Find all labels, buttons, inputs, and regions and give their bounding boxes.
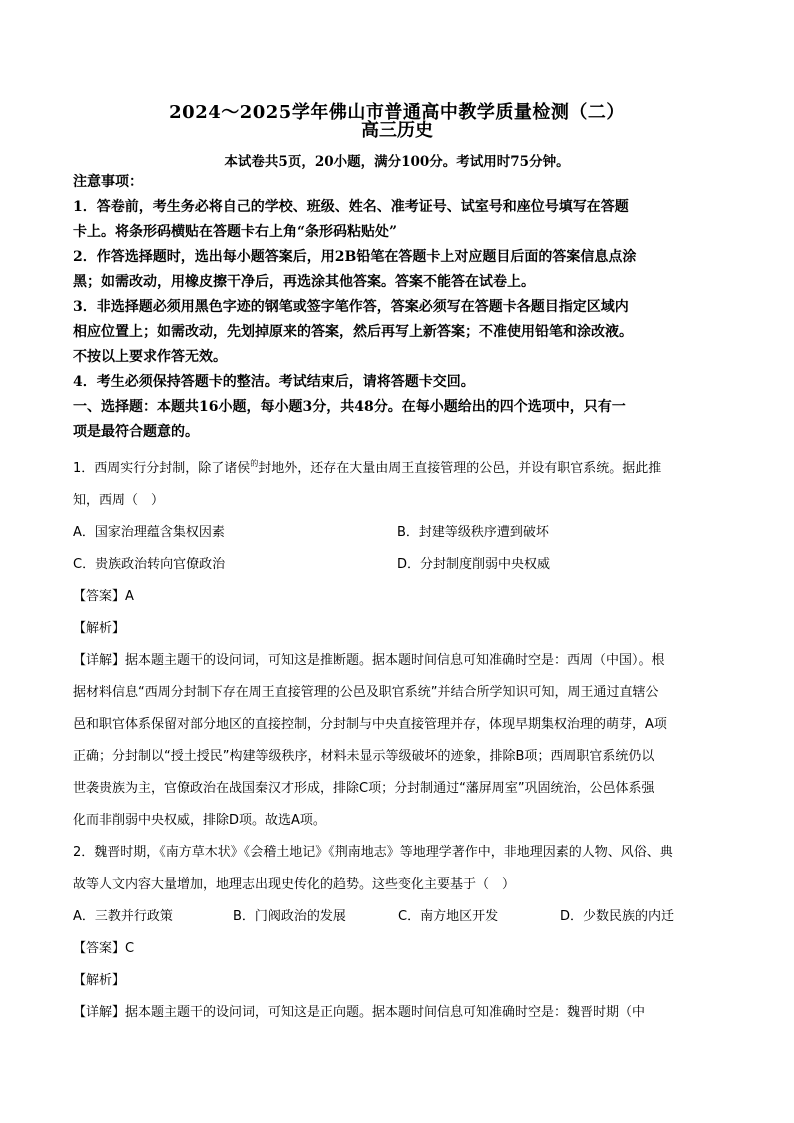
question-1-stem-end: 封地外，还存在大量由周王直接管理的公邑，并设有职官系统。据此推 <box>258 461 662 476</box>
option-a: A．国家治理蕴含集权因素 <box>73 525 225 540</box>
superscript-mark: 的 <box>250 459 259 468</box>
detail-line: 正确；分封制以“授土授民”构建等级秩序，材料未显示等级破坏的迹象，排除B项；西周职官系统仍以 <box>73 749 655 764</box>
exam-info: 本试卷共5页，20小题，满分100分。考试用时75分钟。 <box>224 154 570 170</box>
detail-line: 邑和职官体系保留对部分地区的直接控制，分封制与中央直接管理并存，体现早期集权治理的萌芽，A项 <box>73 717 667 732</box>
question-2-stem-line: 2．魏晋时期，《南方草木状》《会稽土地记》《荆南地志》等地理学著作中，非地理因素的人物、风俗、典 <box>73 845 673 860</box>
option-c: C．贵族政治转向官僚政治 <box>73 557 226 572</box>
option-d: D．分封制度削弱中央权威 <box>397 557 551 572</box>
questions-body <box>73 448 723 1029</box>
option-c: C．南方地区开发 <box>398 909 499 924</box>
question-2-options <box>73 901 723 933</box>
detail-line: 世袭贵族为主，官僚政治在战国秦汉才形成，排除C项；分封制通过“藩屏周室”巩固统治，公邑体系强 <box>73 781 655 796</box>
notice-line: 3．非选择题必须用黑色字迹的钢笔或签字笔作答，答案必须写在答题卡各题目指定区域内 <box>73 299 629 315</box>
notice-line: 1．答卷前，考生务必将自己的学校、班级、姓名、准考证号、试室号和座位号填写在答题 <box>73 199 629 215</box>
question-1-stem-line: 知，西周（ ） <box>73 493 165 508</box>
notice-heading: 注意事项： <box>73 174 143 190</box>
notice-line: 黑；如需改动，用橡皮擦干净后，再选涂其他答案。答案不能答在试卷上。 <box>73 274 535 290</box>
option-b: B．门阀政治的发展 <box>233 909 346 924</box>
notice-line: 2．作答选择题时，选出每小题答案后，用2B铅笔在答题卡上对应题目后面的答案信息点涂 <box>73 249 637 265</box>
section-heading-line: 项是最符合题意的。 <box>73 424 199 440</box>
notice-line: 不按以上要求作答无效。 <box>73 349 227 365</box>
detail-line: 据材料信息“西周分封制下存在周王直接管理的公邑及职官系统”并结合所学知识可知，周王通过直辖公 <box>73 685 659 700</box>
option-d: D．少数民族的内迁 <box>560 909 675 924</box>
detail-line: 【详解】据本题主题干的设问词，可知这是正向题。据本题时间信息可知准确时空是：魏晋时期（中 <box>73 1005 646 1020</box>
option-b: B．封建等级秩序遭到破坏 <box>397 525 549 540</box>
analysis-label: 【解析】 <box>73 973 126 988</box>
subject-title: 高三历史 <box>361 120 433 141</box>
detail-line: 化而非削弱中央权威，排除D项。故选A项。 <box>73 813 326 828</box>
answer-label: 【答案】C <box>73 941 135 956</box>
option-a: A．三教并行政策 <box>73 909 173 924</box>
exam-title: 2024～2025学年佛山市普通高中教学质量检测（二） <box>169 102 625 123</box>
section-heading-line: 一、选择题：本题共16小题，每小题3分，共48分。在每小题给出的四个选项中，只有一 <box>73 399 626 415</box>
notice-line: 4．考生必须保持答题卡的整洁。考试结束后，请将答题卡交回。 <box>73 374 475 390</box>
notice-section <box>73 170 723 445</box>
question-1-stem-start: 1．西周实行分封制，除了诸侯 <box>73 461 251 476</box>
analysis-label: 【解析】 <box>73 621 126 636</box>
detail-line: 【详解】据本题主题干的设问词，可知这是推断题。据本题时间信息可知准确时空是：西周（中国）。根 <box>73 653 665 668</box>
question-2-stem-line: 故等人文内容大量增加，地理志出现史传化的趋势。这些变化主要基于（ ） <box>73 877 516 892</box>
answer-label: 【答案】A <box>73 589 134 604</box>
question-1-stem <box>73 448 723 485</box>
notice-line: 相应位置上；如需改动，先划掉原来的答案，然后再写上新答案；不准使用铅笔和涂改液。 <box>73 324 633 340</box>
question-1-options <box>73 517 723 581</box>
notice-line: 卡上。将条形码横贴在答题卡右上角“条形码粘贴处” <box>73 224 398 240</box>
